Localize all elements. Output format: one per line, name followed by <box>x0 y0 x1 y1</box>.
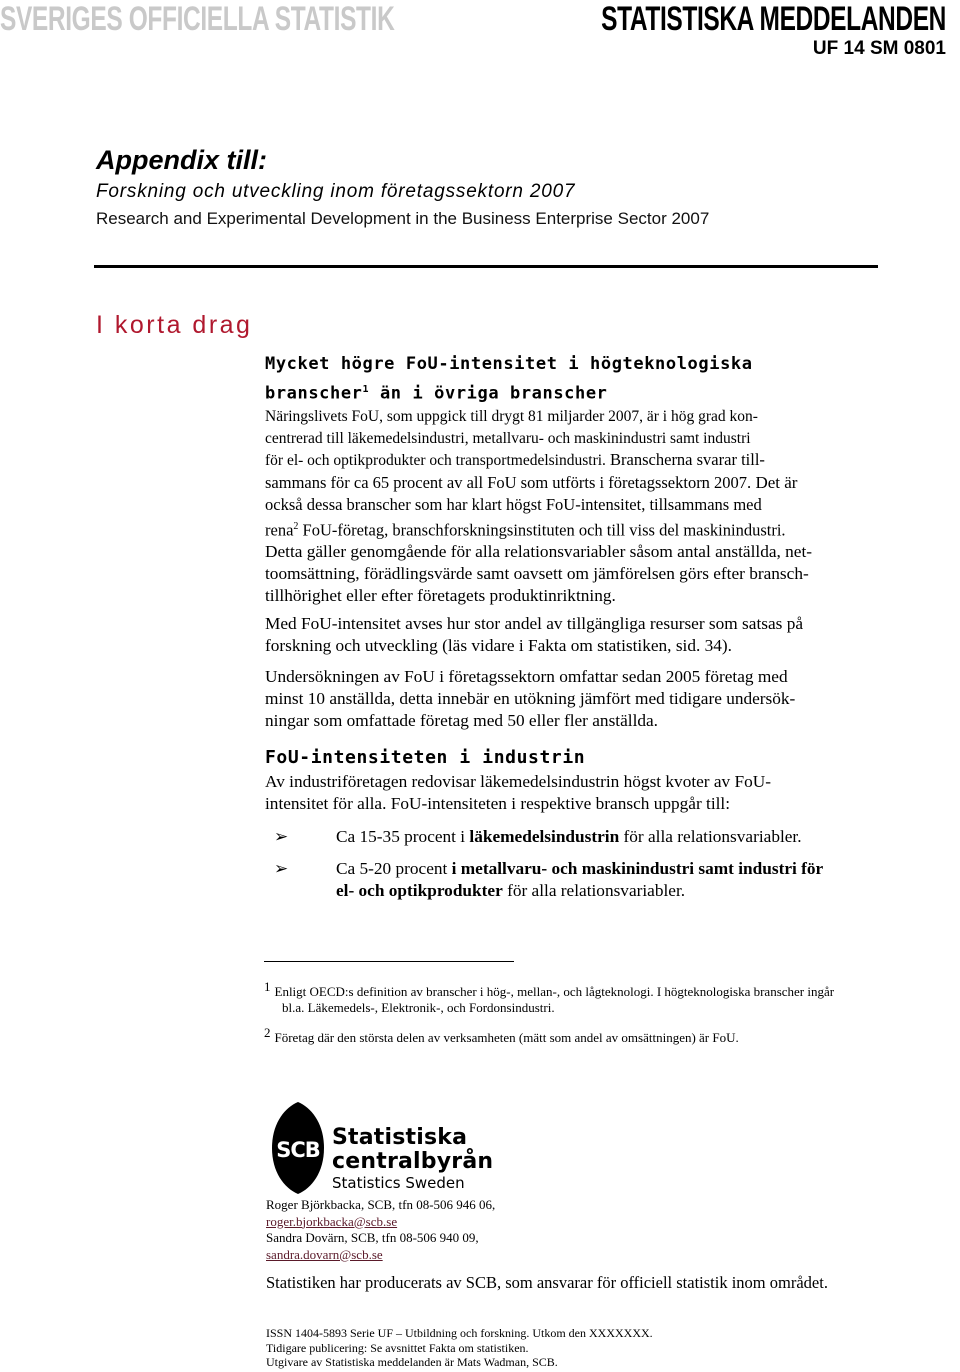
paragraph-intro <box>265 406 873 607</box>
text-line: ningar som omfattade företag med 50 eller fler anställda. <box>265 711 658 730</box>
footnote-2: 2 Företag där den största delen av verksamheten (mätt som andel av omsättningen) är FoU. <box>264 1024 739 1045</box>
text-line: toomsättning, förädlingsvärde samt oavsett om jämförelsen görs efter bransch- <box>265 564 809 583</box>
header-banner <box>0 0 960 42</box>
text-line: Undersökningen av FoU i företagssektorn omfattar sedan 2005 företag med <box>265 667 788 686</box>
logo-text <box>332 1126 606 1192</box>
contact-line: Sandra Dovärn, SCB, tfn 08-506 940 09, <box>266 1230 479 1245</box>
heading-industry <box>265 746 873 770</box>
text-line: intensitet för alla. FoU-intensiteten i respektive bransch uppgår till: <box>265 794 731 813</box>
bullet-list <box>268 826 876 902</box>
heading-line: Mycket högre FoU-intensitet i högteknologiska <box>265 354 753 374</box>
list-item: ➢ Ca 15-35 procent i läkemedelsindustrin för alla relationsvariabler. <box>274 827 802 847</box>
issn-line: Utgivare av Statistiska meddelanden är Mats Wadman, SCB. <box>266 1355 558 1369</box>
banner-official-statistics: SVERIGES OFFICIELLA STATISTIK <box>0 0 395 38</box>
title-block <box>96 144 896 230</box>
paragraph-scope <box>265 666 873 732</box>
text-line: Näringslivets FoU, som uppgick till drygt 81 miljarder 2007, är i hög grad kon- <box>265 408 758 425</box>
text-line: sammans för ca 65 procent av all FoU som utförts i företagssektorn 2007. Det är <box>265 472 798 492</box>
arrow-bullet-icon: ➢ <box>274 827 289 847</box>
subtitle-swedish: Forskning och utveckling inom företagssektorn 2007 <box>96 181 576 202</box>
text-line: forskning och utveckling (läs vidare i Fakta om statistiken, sid. 34). <box>265 636 732 655</box>
producer-statement: Statistiken har producerats av SCB, som ansvarar för officiell statistik inom området. <box>266 1273 828 1292</box>
page-title: Appendix till: <box>96 145 267 175</box>
banner-statistical-reports: STATISTISKA MEDDELANDEN <box>601 0 946 38</box>
logo-subtitle: Statistics Sweden <box>332 1174 465 1192</box>
email-link[interactable]: roger.bjorkbacka@scb.se <box>266 1213 398 1229</box>
title-divider <box>94 265 878 268</box>
publication-info <box>266 1326 653 1370</box>
svg-text:SCB: SCB <box>276 1138 320 1162</box>
logo-name: Statistiska centralbyrån <box>332 1125 494 1174</box>
heading-high-tech <box>265 352 873 407</box>
text-line: för el- och optikprodukter och transportmedelsindustri. Branscherna svarar till- <box>265 450 765 469</box>
text-line: tillhörighet eller efter företagets produktinriktning. <box>265 586 616 605</box>
scb-logo-mark-icon <box>266 1100 330 1196</box>
paragraph-industry <box>265 771 873 815</box>
text-line: minst 10 anställda, detta innebär en utökning jämfört med tidigare undersök- <box>265 689 796 708</box>
scb-logo <box>266 1100 606 1196</box>
text-line: Av industriföretagen redovisar läkemedelsindustrin högst kvoter av FoU- <box>265 772 771 791</box>
heading-line: branscher$^1$ än i övriga branscher <box>265 383 608 404</box>
arrow-bullet-icon: ➢ <box>274 859 289 879</box>
paragraph-definition <box>265 613 873 657</box>
text-line: också dessa branscher som har klart högst FoU-intensitet, tillsammans med <box>265 494 762 514</box>
series-id: UF 14 SM 0801 <box>812 38 946 59</box>
text-line: Detta gäller genomgående för alla relationsvariabler såsom antal anställda, net- <box>265 542 813 561</box>
email-link[interactable]: sandra.dovarn@scb.se <box>266 1246 383 1262</box>
heading-line: FoU-intensiteten i industrin <box>265 747 586 768</box>
section-heading: I korta drag <box>96 311 253 339</box>
text-line: Med FoU-intensitet avses hur stor andel av tillgängliga resurser som satsas på <box>265 614 804 633</box>
footnote-1: 1 Enligt OECD:s definition av branscher i hög-, mellan-, och lågteknologi. I högteknologiska branscher ingår bl.a. Läkemedels-, Elektronik-, och Fordonsindustri. <box>264 978 835 1015</box>
text-line: centrerad till läkemedelsindustri, metallvaru- och maskinindustri samt industri <box>265 429 751 447</box>
list-item: ➢ Ca 5-20 procent i metallvaru- och maskinindustri samt industri för el- och optikprodukter för alla relationsvariabler. <box>274 859 824 900</box>
contact-block <box>266 1197 495 1263</box>
issn-line: Tidigare publicering: Se avsnittet Fakta om statistiken. <box>266 1340 529 1355</box>
text-line: rena$^2$ FoU-företag, branschforskningsinstituten och till viss del maskinindustri. <box>265 520 786 539</box>
issn-line: ISSN 1404-5893 Serie UF – Utbildning och forskning. Utkom den XXXXXXX. <box>266 1326 653 1340</box>
contact-line: Roger Björkbacka, SCB, tfn 08-506 946 06, <box>266 1197 496 1212</box>
subtitle-english: Research and Experimental Development in the Business Enterprise Sector 2007 <box>96 209 710 228</box>
footnote-divider <box>264 961 514 962</box>
